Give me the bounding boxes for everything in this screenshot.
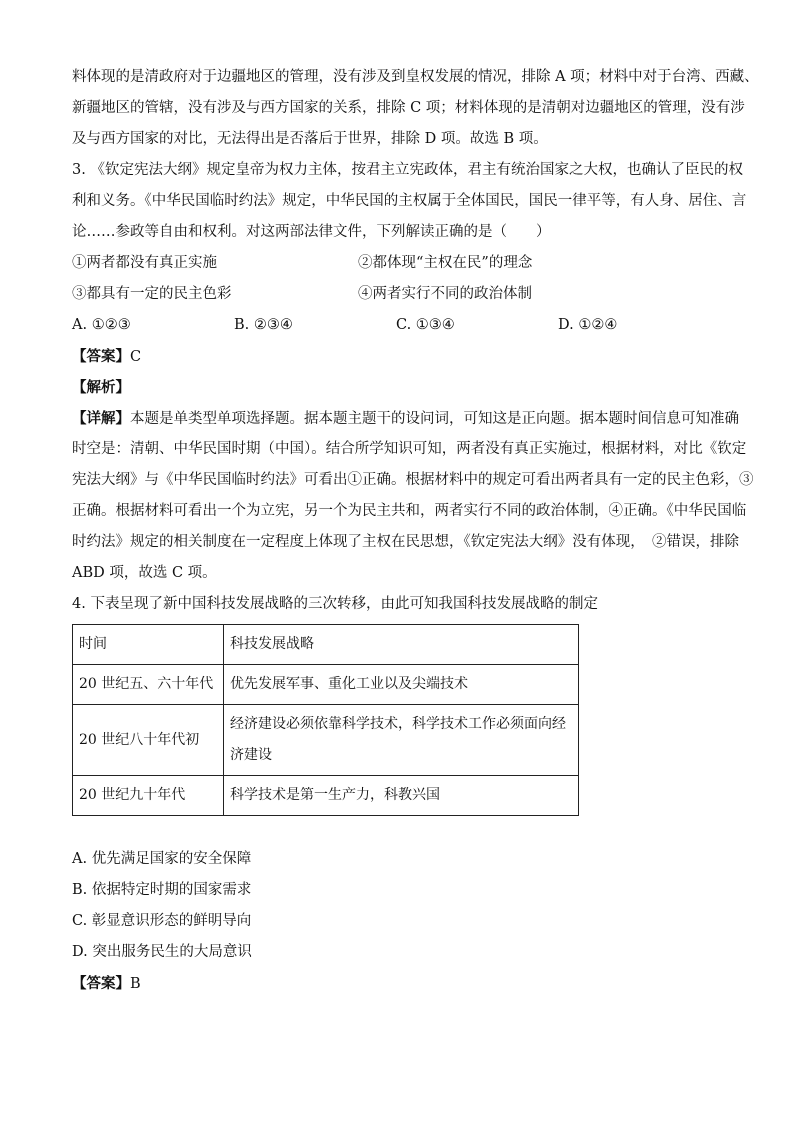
text-line: 及与西方国家的对比，无法得出是否落后于世界，排除 D 项。故选 B 项。 bbox=[72, 131, 548, 147]
spacer bbox=[72, 816, 732, 844]
detail-line: ABD 项，故选 C 项。 bbox=[72, 565, 217, 581]
table-row bbox=[73, 776, 579, 816]
table-cell: 科学技术是第一生产力，科教兴国 bbox=[224, 776, 579, 816]
statement-item: ③都具有一定的民主色彩 bbox=[72, 286, 232, 302]
choice-d: D. 突出服务民生的大局意识 bbox=[72, 944, 252, 960]
table-header-cell: 科技发展战略 bbox=[224, 625, 579, 665]
answer-value: C bbox=[130, 349, 142, 365]
table-cell: 20 世纪五、六十年代 bbox=[73, 665, 224, 705]
choice-a: A. 优先满足国家的安全保障 bbox=[72, 851, 252, 867]
option-d: D. ①②④ bbox=[558, 317, 618, 333]
text-line: 料体现的是清政府对于边疆地区的管理，没有涉及到皇权发展的情况，排除 A 项；材料中对于台湾、西藏、 bbox=[72, 69, 759, 85]
detail-text: 本题是单类型单项选择题。据本题主题干的设问词，可知这是正向题。据本题时间信息可知准确 bbox=[130, 411, 739, 427]
statement-item: ④两者实行不同的政治体制 bbox=[358, 286, 532, 302]
option-b: B. ②③④ bbox=[234, 317, 293, 333]
answer-tag: 【答案】 bbox=[72, 975, 130, 992]
question-stem-line: 3. 《钦定宪法大纲》规定皇帝为权力主体，按君主立宪政体，君主有统治国家之大权，也确认了臣民的权 bbox=[72, 162, 743, 178]
table-row bbox=[73, 665, 579, 705]
question-stem-line: 4. 下表呈现了新中国科技发展战略的三次转移，由此可知我国科技发展战略的制定 bbox=[72, 596, 598, 612]
answer-line bbox=[72, 341, 732, 372]
analysis-line bbox=[72, 372, 732, 403]
answer-options bbox=[72, 310, 732, 341]
table-header-cell: 时间 bbox=[73, 625, 224, 665]
choice-c: C. 彰显意识形态的鲜明导向 bbox=[72, 913, 252, 929]
statement-row bbox=[72, 248, 732, 279]
table-row bbox=[73, 705, 579, 776]
analysis-tag: 【解析】 bbox=[72, 379, 130, 396]
intro-paragraph bbox=[72, 62, 759, 155]
table-cell: 经济建设必须依靠科学技术，科学技术工作必须面向经济建设 bbox=[224, 705, 579, 776]
option-c: C. ①③④ bbox=[396, 317, 455, 333]
statement-item: ①两者都没有真正实施 bbox=[72, 255, 217, 271]
detail-line bbox=[72, 403, 739, 434]
answer-line bbox=[72, 968, 732, 999]
question-stem-line: 论……参政等自由和权利。对这两部法律文件，下列解读正确的是（ ） bbox=[72, 224, 551, 240]
detail-paragraph bbox=[72, 403, 754, 589]
table-cell: 20 世纪九十年代 bbox=[73, 776, 224, 816]
document-page bbox=[72, 62, 759, 999]
detail-line: 时约法》规定的相关制度在一定程度上体现了主权在民思想，《钦定宪法大纲》没有体现， ②错误，排除 bbox=[72, 534, 739, 550]
table-header-row bbox=[73, 625, 579, 665]
detail-line: 正确。根据材料可看出一个为立宪，另一个为民主共和，两者实行不同的政治体制，④正确。《中华民国临 bbox=[72, 503, 747, 519]
strategy-table bbox=[72, 624, 579, 816]
table-cell: 优先发展军事、重化工业以及尖端技术 bbox=[224, 665, 579, 705]
statement-item: ②都体现“主权在民”的理念 bbox=[358, 255, 533, 271]
option-a: A. ①②③ bbox=[72, 317, 131, 333]
choice-b: B. 依据特定时期的国家需求 bbox=[72, 882, 252, 898]
detail-tag: 【详解】 bbox=[72, 410, 130, 427]
text-line: 新疆地区的管辖，没有涉及与西方国家的关系，排除 C 项；材料体现的是清朝对边疆地区的管理，没有涉 bbox=[72, 100, 745, 116]
question-stem-line: 利和义务。《中华民国临时约法》规定，中华民国的主权属于全体国民，国民一律平等，有人身、居住、言 bbox=[72, 193, 747, 209]
question-4 bbox=[72, 589, 732, 999]
detail-line: 宪法大纲》与《中华民国临时约法》可看出①正确。根据材料中的规定可看出两者具有一定的民主色彩，③ bbox=[72, 472, 754, 488]
detail-line: 时空是：清朝、中华民国时期（中国）。结合所学知识可知，两者没有真正实施过，根据材料，对比《钦定 bbox=[72, 441, 747, 457]
answer-tag: 【答案】 bbox=[72, 348, 130, 365]
statement-row bbox=[72, 279, 732, 310]
answer-value: B bbox=[130, 976, 141, 992]
table-cell: 20 世纪八十年代初 bbox=[73, 705, 224, 776]
question-3 bbox=[72, 155, 754, 589]
